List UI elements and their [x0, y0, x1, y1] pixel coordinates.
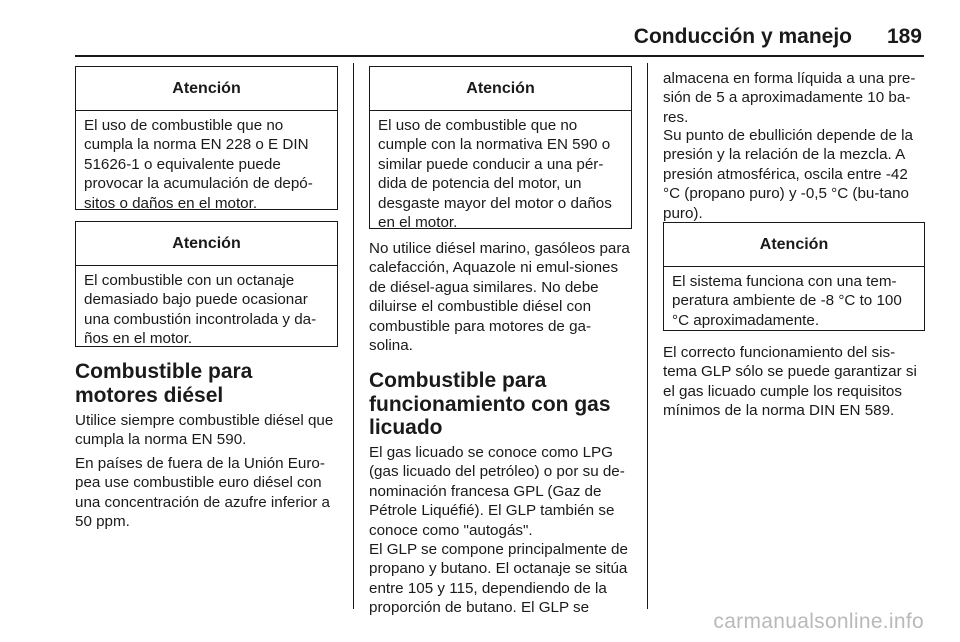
paragraph: El GLP se compone principalmente de propano y butano. El octanaje se sitúa entre 105 y 115, dependiendo de la proporción de butano. El GLP se	[369, 541, 628, 617]
paragraph: En países de fuera de la Unión Euro-pea use combustible euro diésel con una concentración de azufre inferior a 50 ppm.	[75, 455, 330, 531]
warning-body: El combustible con un octanaje demasiado bajo puede ocasionar una combustión incontrolada y da-ños en el motor.	[84, 272, 317, 348]
warning-body: El sistema funciona con una tem-peratura ambiente de -8 °C to 100 °C aproximadamente.	[672, 273, 902, 329]
page-number: 189	[886, 25, 922, 48]
warning-box-octane	[75, 221, 338, 347]
column-divider-right	[647, 63, 648, 609]
warning-box-diesel-standard	[369, 66, 632, 232]
warning-title: Atención	[76, 222, 337, 266]
paragraph: Su punto de ebullición depende de la presión y la relación de la mezcla. A presión atmosférica, oscila entre -42 °C (propano puro) y -0,5 °C (bu-tano puro).	[663, 127, 913, 222]
paragraph: El gas licuado se conoce como LPG (gas licuado del petróleo) o por su de-nominación francesa GPL (Gaz de Pétrole Liquéfié). El GLP también se conoce como "autogás".	[369, 444, 625, 539]
warning-body: El uso de combustible que no cumpla la norma EN 228 o E DIN 51626-1 o equivalente puede provocar la acumulación de depó-sitos o daños en el motor.	[84, 117, 313, 212]
heading-diesel-fuel: Combustible para motores diésel	[75, 360, 253, 407]
warning-box-fuel-standard	[75, 66, 338, 210]
page-header	[0, 0, 960, 56]
paragraph: El correcto funcionamiento del sis-tema GLP sólo se puede garantizar si el gas licuado cumple los requisitos mínimos de la norma DIN EN 589.	[663, 344, 917, 420]
warning-title: Atención	[76, 67, 337, 111]
column-divider-left	[353, 63, 354, 609]
watermark: carmanualsonline.info	[713, 610, 924, 633]
header-rule	[75, 55, 924, 57]
section-title: Conducción y manejo	[633, 25, 852, 48]
warning-body: El uso de combustible que no cumple con la normativa EN 590 o similar puede conducir a una pér-dida de potencia del motor, un desgaste mayor del motor o daños en el motor.	[378, 117, 612, 232]
warning-box-temperature	[663, 222, 925, 331]
paragraph: almacena en forma líquida a una pre-sión de 5 a aproximadamente 10 ba-res.	[663, 70, 916, 126]
warning-title: Atención	[370, 67, 631, 111]
warning-title: Atención	[664, 223, 924, 267]
paragraph: Utilice siempre combustible diésel que cumpla la norma EN 590.	[75, 412, 334, 449]
paragraph: No utilice diésel marino, gasóleos para calefacción, Aquazole ni emul-siones de diésel-agua similares. No debe diluirse el combustible diésel con combustible para motores de ga-solina.	[369, 240, 630, 355]
heading-lpg-fuel: Combustible para funcionamiento con gas licuado	[369, 369, 611, 439]
